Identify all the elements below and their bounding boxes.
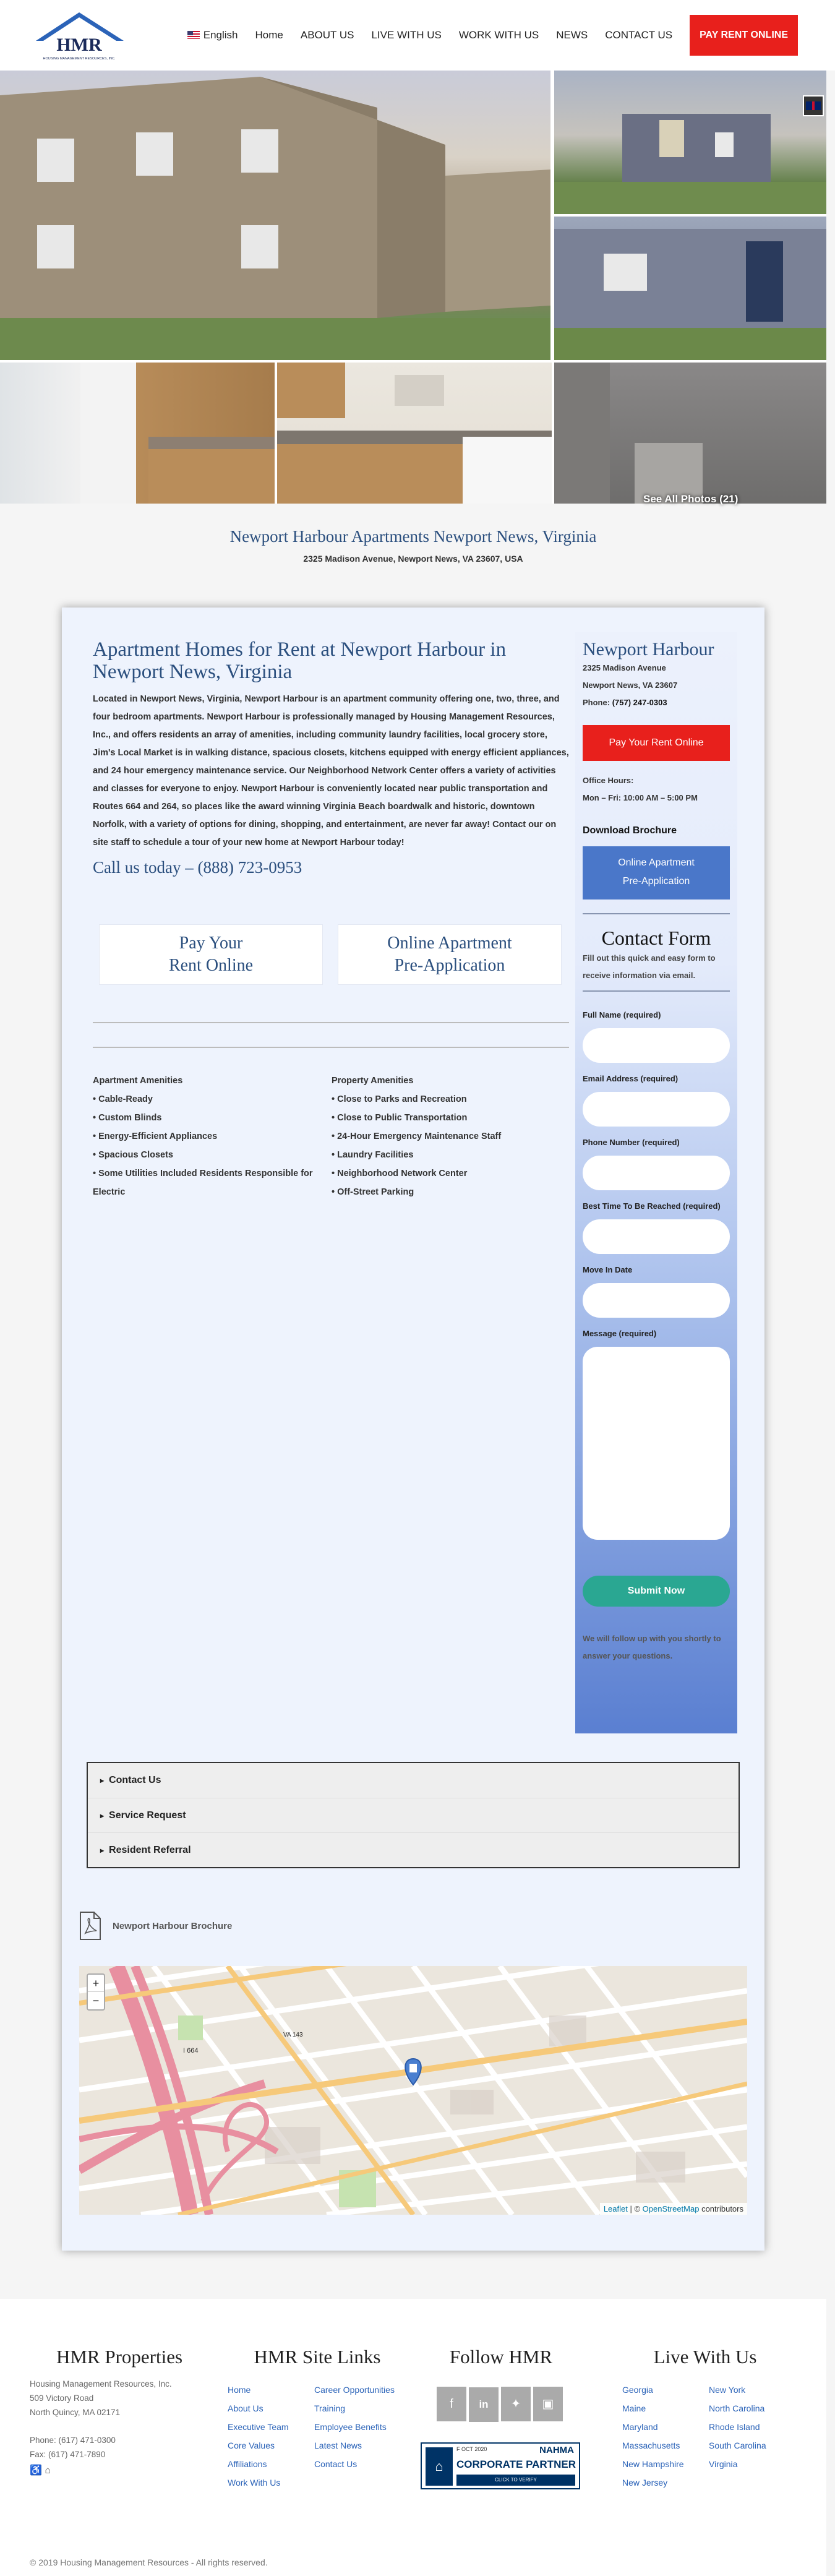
photo-kitchen-2[interactable] <box>277 363 552 504</box>
full-name-label: Full Name (required) <box>583 1010 661 1020</box>
map-attribution: Leaflet | © OpenStreetMap contributors <box>600 2203 747 2215</box>
state-link[interactable]: Maine <box>622 2403 646 2413</box>
footer-link-executive-team[interactable]: Executive Team <box>228 2422 289 2432</box>
state-link[interactable]: New Jersey <box>622 2478 668 2488</box>
photo-building-exterior[interactable] <box>0 71 550 360</box>
state-link[interactable]: Rhode Island <box>709 2422 760 2432</box>
nav-language[interactable]: English <box>187 29 238 41</box>
amenity-item: • Close to Parks and Recreation <box>332 1094 467 1104</box>
footer-link-home[interactable]: Home <box>228 2385 251 2395</box>
amenity-item: • Custom Blinds <box>93 1113 162 1123</box>
map-road-label: I 664 <box>183 2047 199 2054</box>
office-hours: Mon – Fri: 10:00 AM – 5:00 PM <box>583 793 698 802</box>
amenity-item: • Some Utilities Included Residents Responsible for Electric <box>93 1169 313 1197</box>
pay-rent-online-button[interactable]: PAY RENT ONLINE <box>690 15 798 56</box>
download-brochure-heading: Download Brochure <box>583 825 677 836</box>
photo-property-sign[interactable] <box>554 71 826 214</box>
move-in-date-label: Move In Date <box>583 1265 633 1274</box>
divider <box>583 913 730 914</box>
sidebar-phone: Phone: (757) 247-0303 <box>583 698 667 707</box>
amenity-item: • Neighborhood Network Center <box>332 1169 468 1179</box>
main-nav <box>187 12 798 58</box>
social-icons <box>421 2387 581 2422</box>
sidebar-pay-rent-button[interactable]: Pay Your Rent Online <box>583 725 730 761</box>
footer-link-career[interactable]: Career Opportunities <box>314 2385 395 2395</box>
footer-site-links <box>228 2346 407 2488</box>
photo-kitchen-1[interactable] <box>0 363 275 504</box>
nav-work-with-us[interactable]: WORK WITH US <box>458 29 539 41</box>
contact-form-title: Contact Form <box>601 927 711 949</box>
property-address: 2325 Madison Avenue, Newport News, VA 23607, USA <box>303 554 523 564</box>
copyright: © 2019 Housing Management Resources - All rights reserved. <box>30 2557 268 2567</box>
linkedin-icon[interactable]: in <box>469 2387 499 2422</box>
footer-col-title: HMR Properties <box>56 2346 183 2368</box>
footer-follow <box>421 2346 581 2483</box>
brochure-download-link[interactable]: Newport Harbour Brochure <box>79 1910 232 1941</box>
nav-about-us[interactable]: ABOUT US <box>300 29 354 41</box>
apartment-amenities-title: Apartment Amenities <box>93 1076 183 1086</box>
main-heading: Apartment Homes for Rent at Newport Harbour in Newport News, Virginia <box>93 638 507 683</box>
logo-text: HMR <box>56 35 102 55</box>
photo-gallery <box>0 71 826 504</box>
footer-fax: Fax: (617) 471-7890 <box>30 2450 106 2459</box>
nav-contact-us[interactable]: CONTACT US <box>605 29 673 41</box>
state-link[interactable]: South Carolina <box>709 2441 766 2450</box>
amenity-item: • Energy-Efficient Appliances <box>93 1131 218 1141</box>
pdf-icon <box>79 1911 101 1941</box>
zoom-out-button[interactable]: − <box>92 1994 100 2007</box>
hmr-logo[interactable] <box>30 9 129 63</box>
contact-form-description: Fill out this quick and easy form to receive information via email. <box>583 953 716 980</box>
state-link[interactable]: New Hampshire <box>622 2459 684 2469</box>
accordion-contact-us[interactable]: ▸ Contact Us <box>88 1763 739 1798</box>
nav-home[interactable]: Home <box>255 29 283 41</box>
sidebar-street: 2325 Madison Avenue <box>583 663 666 672</box>
state-link[interactable]: New York <box>709 2385 746 2395</box>
footer-company: Housing Management Resources, Inc. <box>30 2379 172 2389</box>
property-title-block <box>0 527 826 564</box>
phone-field[interactable] <box>583 1156 730 1190</box>
phone-label: Phone Number (required) <box>583 1138 680 1147</box>
state-link[interactable]: Maryland <box>622 2422 658 2432</box>
facebook-icon[interactable]: f <box>437 2387 466 2421</box>
property-amenities <box>332 1071 567 1201</box>
footer-link-about-us[interactable]: About Us <box>228 2403 263 2413</box>
site-footer <box>0 2299 826 2576</box>
amenity-item: • Cable-Ready <box>93 1094 153 1104</box>
nahma-badge[interactable]: ⌂ F OCT 2020 NAHMA CORPORATE PARTNER CLICK TO VERIFY <box>421 2442 580 2489</box>
footer-accessibility-icons <box>30 2464 209 2476</box>
footer-link-work-with-us[interactable]: Work With Us <box>228 2478 281 2488</box>
footer-phone: Phone: (617) 471-0300 <box>30 2436 116 2445</box>
nahma-logo-icon: ⌂ <box>426 2447 453 2486</box>
see-all-photos-link[interactable]: See All Photos (21) <box>643 493 739 505</box>
us-flag-icon <box>187 31 200 39</box>
footer-link-benefits[interactable]: Employee Benefits <box>314 2422 387 2432</box>
main-content <box>93 638 569 877</box>
property-amenities-title: Property Amenities <box>332 1076 414 1086</box>
site-header <box>0 0 835 71</box>
zoom-in-button[interactable]: + <box>88 1975 104 1992</box>
footer-col-title: Follow HMR <box>449 2346 553 2368</box>
property-title: Newport Harbour Apartments Newport News, Virginia <box>229 527 597 546</box>
amenity-item: • Spacious Closets <box>93 1150 173 1160</box>
footer-link-news[interactable]: Latest News <box>314 2441 362 2450</box>
amenity-item: • Laundry Facilities <box>332 1150 414 1160</box>
footer-link-training[interactable]: Training <box>314 2403 346 2413</box>
amenity-item: • Off-Street Parking <box>332 1187 414 1197</box>
divider <box>583 990 730 992</box>
resident-accordion <box>87 1762 740 1868</box>
map-tiles <box>79 1966 747 2215</box>
photo-entrance[interactable] <box>554 217 826 360</box>
state-link[interactable]: Massachusetts <box>622 2441 680 2450</box>
location-map[interactable] <box>79 1966 747 2215</box>
amenity-item: • 24-Hour Emergency Maintenance Staff <box>332 1131 502 1141</box>
pay-rent-online-big-button[interactable]: Pay Your Rent Online <box>99 924 323 985</box>
accordion-resident-referral[interactable]: ▸ Resident Referral <box>88 1832 739 1867</box>
footer-live-with-us <box>612 2346 798 2488</box>
call-us-text[interactable]: Call us today – (888) 723-0953 <box>93 858 302 877</box>
message-label: Message (required) <box>583 1329 657 1338</box>
footer-col-title: HMR Site Links <box>254 2346 381 2368</box>
office-hours-title: Office Hours: <box>583 776 634 785</box>
email-label: Email Address (required) <box>583 1074 679 1083</box>
language-switch-icon[interactable] <box>803 95 824 116</box>
footer-link-contact[interactable]: Contact Us <box>314 2459 358 2469</box>
map-road-label: VA 143 <box>283 2032 303 2038</box>
divider <box>93 1022 569 1023</box>
sidebar-city: Newport News, VA 23607 <box>583 680 678 690</box>
best-time-field[interactable] <box>583 1219 730 1254</box>
amenity-item: • Close to Public Transportation <box>332 1113 468 1123</box>
nav-news[interactable]: NEWS <box>556 29 588 41</box>
instagram-icon[interactable]: ▣ <box>533 2387 563 2421</box>
footer-link-affiliations[interactable]: Affiliations <box>228 2459 267 2469</box>
message-textarea[interactable] <box>583 1347 730 1540</box>
leaflet-link[interactable]: Leaflet <box>603 2204 628 2213</box>
property-description: Located in Newport News, Virginia, Newport Harbour is an apartment community offering one, two, three, and four bedroom apartments. Newport Harbour is professionally managed by Housing Management Resources, Inc., and offers residents an array of amenities, including community laundry facilities, local grocery store, Jim's Local Market is in walking distance, spacious closets, kitchens equipped with energy efficient appliances, and 24 hour emergency maintenance service. Our Neighborhood Network Center offers a variety of activities and classes for everyone to enjoy. Newport Harbour is conveniently located near public transportation and Routes 664 and 264, so places like the award winning Virginia Beach boardwalk and historic, downtown Norfolk, with a variety of options for dining, shopping, and entertainment, are never far away! Contact our on site staff to schedule a tour of your new home at Newport Harbour today! <box>93 694 569 848</box>
accordion-service-request[interactable]: ▸ Service Request <box>88 1798 739 1832</box>
nav-live-with-us[interactable]: LIVE WITH US <box>371 29 442 41</box>
logo-subtext: HOUSING MANAGEMENT RESOURCES, INC. <box>43 57 116 61</box>
footer-address-1: 509 Victory Road <box>30 2394 94 2403</box>
wheelchair-icon: ♿ <box>30 2465 42 2476</box>
state-link[interactable]: Georgia <box>622 2385 653 2395</box>
map-zoom-control <box>87 1973 105 2011</box>
footer-link-core-values[interactable]: Core Values <box>228 2441 275 2450</box>
footer-col-title: Live With Us <box>653 2346 757 2368</box>
property-sidebar <box>575 632 737 1733</box>
sidebar-pre-application-button[interactable]: Online Apartment Pre-Application <box>583 846 730 899</box>
sidebar-property-name: Newport Harbour <box>583 639 714 659</box>
email-field[interactable] <box>583 1092 730 1127</box>
state-link[interactable]: Virginia <box>709 2459 738 2469</box>
property-card <box>62 608 764 2251</box>
phone-link[interactable]: (757) 247-0303 <box>612 698 667 707</box>
online-pre-application-button[interactable]: Online Apartment Pre-Application <box>338 924 562 985</box>
apartment-amenities <box>93 1071 328 1201</box>
move-in-date-field[interactable] <box>583 1283 730 1318</box>
twitter-icon[interactable]: ✦ <box>501 2387 531 2421</box>
follow-up-note: We will follow up with you shortly to answer your questions. <box>583 1634 721 1660</box>
photo-bathroom[interactable] <box>554 363 826 504</box>
footer-hmr-properties <box>30 2346 209 2476</box>
osm-link[interactable]: OpenStreetMap <box>642 2204 700 2213</box>
best-time-label: Best Time To Be Reached (required) <box>583 1201 721 1211</box>
divider <box>93 1047 569 1048</box>
equal-housing-icon: ⌂ <box>45 2465 51 2476</box>
full-name-field[interactable] <box>583 1028 730 1063</box>
footer-address-2: North Quincy, MA 02171 <box>30 2408 121 2417</box>
submit-button[interactable]: Submit Now <box>583 1576 730 1607</box>
state-link[interactable]: North Carolina <box>709 2403 765 2413</box>
